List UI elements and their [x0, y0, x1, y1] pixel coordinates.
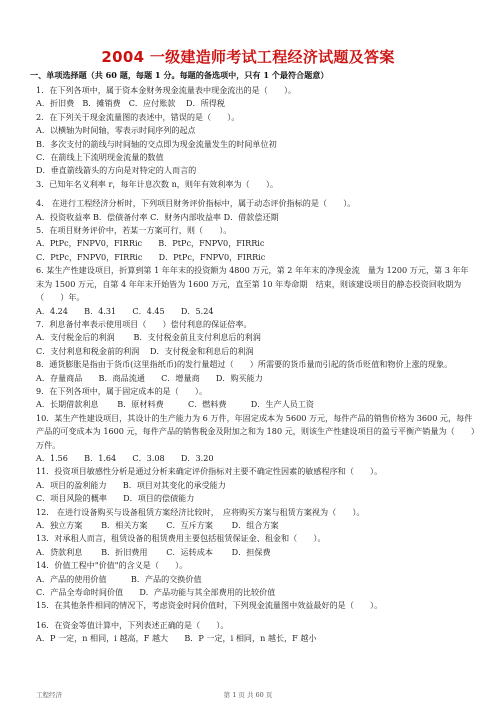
- question-line: 8．通货膨胀是指由于货币(这里指纸币)的发行量超过（ ）所需要的货币量而引起的货币贬值和物价上涨的现象。: [36, 359, 453, 370]
- document-title: 2004 一级建造师考试工程经济试题及答案: [101, 48, 395, 66]
- answer-options: A．存量商品 B．商品流通 C．增量商 D．购买能力: [36, 372, 263, 383]
- question-line: 1．在下列各项中，属于资本金财务现金流量表中现金流出的是（ ）。: [36, 85, 297, 95]
- question-line: 5．在项目财务评价中，若某一方案可行，则（ ）。: [36, 225, 232, 236]
- answer-options: A．PtPc，FNPV0，FIRRic B．PtPc，FNPV0，FIRRic: [36, 238, 265, 249]
- answer-options: A．以横轴为时间轴，零表示时间序列的起点: [36, 125, 196, 136]
- answer-options: B．多次支付的箭线与时间轴的交点即为现金流量发生的时间单位初: [36, 138, 277, 149]
- question-line: 14．价值工程中"价值"的含义是（ ）。: [36, 560, 188, 571]
- question-line: 6. 某生产性建设项目，折算到第 1 年年末的投资额为 4800 万元，第 2 年年末的净现金流 量为 1200 万元，第 3 年年末为 1500 万元，自第 4 年年末开始皆为 1600 万元，直至第 10 年寿命期 结束，则该建设项目的静态投资回收期为（ ）年。: [36, 265, 469, 303]
- answer-options: A．贷款利息 B．折旧费用 C．运转成本 D．担保费: [36, 546, 271, 557]
- answer-options: C．产品全寿命时间价值 D．产品功能与其全部费用的比较价值: [36, 587, 276, 598]
- answer-options: A．项目的盈利能力 B．项目对其变化的承受能力: [36, 479, 226, 490]
- question-line: 10．某生产性建设项目，其设计的生产能力为 6 万件，年固定成本为 5600 万元，每件产品的销售价格为 3600 元，每件产品的可变成本为 1600 元，每件产品的销售税金及附加之和为 180 元，则该生产性建设项目的盈亏平衡产销量为（ ）万件。: [36, 412, 475, 450]
- question-line: 12. 在进行设备购买与设备租赁方案经济比较时， 应将购买方案与租赁方案视为（ ）。: [36, 506, 365, 517]
- answer-options: A．独立方案 B．相关方案 C．互斥方案 D．组合方案: [36, 520, 279, 530]
- question-line: 3．已知年名义利率 r，每年计息次数 n，则年有效利率为（ ）。: [36, 178, 278, 189]
- question-line: 2．在下列关于现金流量图的表述中，错误的是（ ）。: [36, 111, 240, 122]
- question-line: 4. 在进行工程经济分析时，下列项目财务评价指标中，属于动态评价指标的是（ ）。: [36, 198, 356, 209]
- question-line: 13．对承租人而言，租赁设备的租赁费用主要包括租赁保证金、租金和（ ）。: [36, 533, 326, 544]
- answer-options: A．支付税金后的利润 B．支付税金前且支付利息后的利润: [36, 332, 261, 343]
- question-line: 15．在其他条件相同的情况下，考虑资金时间价值时，下列现金流量图中效益最好的是（ ）。: [36, 600, 383, 611]
- answer-options: D．垂直箭线箭头的方向是对特定的人而言的: [36, 165, 197, 176]
- answer-options: C．支付利息和税金前的利润 D．支付税金和利息后的利润: [36, 345, 254, 356]
- footer-subject: 工程经济: [36, 691, 62, 699]
- answer-options: A．1.56 B．1.64 C．3.08 D．3.20: [36, 452, 214, 463]
- answer-options: A．长期借款利息 B．原材料费 C．燃料费 D．生产人员工资: [36, 399, 314, 410]
- answer-options: A．P 一定，n 相同，i 越高，F 越大 B．P 一定，i 相同，n 越长，F 越小: [36, 633, 317, 644]
- question-list: [36, 84, 476, 646]
- section-heading: 一、单项选择题（共 60 题，每题 1 分。每题的备选项中，只有 1 个最符合题意）: [30, 70, 329, 80]
- answer-options: C．项目风险的概率 D．项目的偿债能力: [36, 493, 195, 504]
- question-line: 9．在下列各项中，属于固定成本的是（ ）。: [36, 385, 208, 396]
- answer-options: A．折旧费 B．摊销费 C．应付账款 D．所得税: [36, 98, 225, 109]
- question-line: 7．利息备付率表示使用项目（ ）偿付利息的保证倍率。: [36, 318, 252, 329]
- answer-options: A．4.24 B．4.31 C．4.45 D．5.24: [36, 305, 214, 316]
- question-line: 16．在资金等值计算中，下列表述正确的是（ ）。: [36, 619, 229, 630]
- answer-options: C．PtPc，FNPV0，FIRRic D．PtPc，FNPV0，FIRRic: [36, 251, 266, 262]
- question-line: 11．投资项目敏感性分析是通过分析来确定评价指标对主要不确定性因素的敏感程序和（ ）。: [36, 466, 383, 477]
- answer-options: A．投资收益率 B．偿债备付率 C．财务内部收益率 D．借款偿还期: [36, 211, 279, 222]
- answer-options: C．在箭线上下流明现金流量的数值: [36, 152, 164, 163]
- footer-page-number: 第 1 页 共 60 页: [223, 691, 273, 699]
- answer-options: A．产品的使用价值 B．产品的交换价值: [36, 573, 202, 584]
